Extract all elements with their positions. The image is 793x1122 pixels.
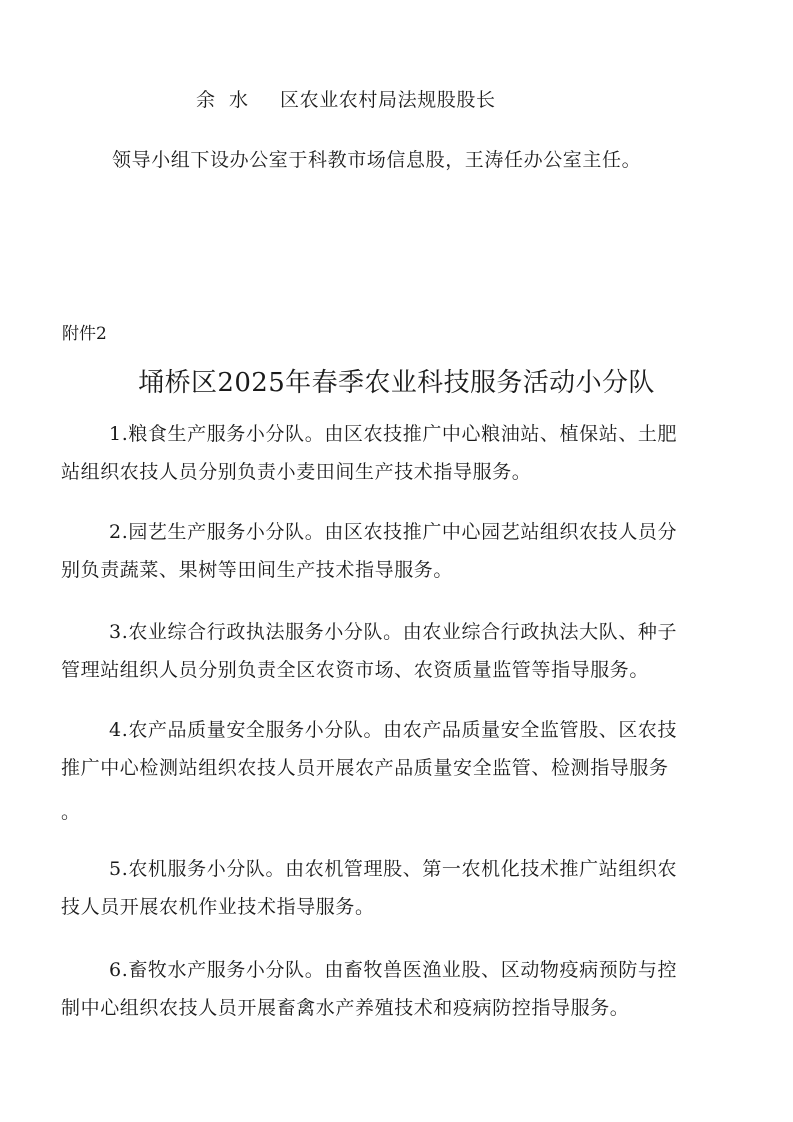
team-item-4-line-1: 4.农产品质量安全服务小分队。由农产品质量安全监管股、区农技 xyxy=(109,719,678,741)
team-item-3-line-2: 管理站组织人员分别负责全区农资市场、农资质量监管等指导服务。 xyxy=(61,659,650,681)
group-member-line xyxy=(196,89,496,111)
member-name-char-2: 水 xyxy=(229,89,249,111)
team-item-6-line-2: 制中心组织农技人员开展畜禽水产养殖技术和疫病防控指导服务。 xyxy=(61,997,630,1019)
team-item-3-line-1: 3.农业综合行政执法服务小分队。由农业综合行政执法大队、种子 xyxy=(109,621,678,643)
team-item-2-line-2: 别负责蔬菜、果树等田间生产技术指导服务。 xyxy=(61,559,454,581)
member-title: 区农业农村局法规股股长 xyxy=(280,89,496,111)
attachment-label: 附件2 xyxy=(62,324,107,344)
member-name-char-1: 余 xyxy=(196,89,216,111)
office-line: 领导小组下设办公室于科教市场信息股，王涛任办公室主任。 xyxy=(112,149,642,171)
team-item-6-line-1: 6.畜牧水产服务小分队。由畜牧兽医渔业股、区动物疫病预防与控 xyxy=(109,959,678,981)
team-item-2-line-1: 2.园艺生产服务小分队。由区农技推广中心园艺站组织农技人员分 xyxy=(109,521,678,543)
team-item-4-line-2: 推广中心检测站组织农技人员开展农产品质量安全监管、检测指导服务 xyxy=(61,757,669,779)
team-item-1-line-1: 1.粮食生产服务小分队。由区农技推广中心粮油站、植保站、土肥 xyxy=(109,423,678,445)
team-item-1-line-2: 站组织农技人员分别负责小麦田间生产技术指导服务。 xyxy=(61,461,532,483)
team-item-5-line-2: 技人员开展农机作业技术指导服务。 xyxy=(61,896,375,918)
member-name xyxy=(196,89,280,111)
team-item-4-line-3: 。 xyxy=(61,801,81,823)
document-title: 埇桥区2025年春季农业科技服务活动小分队 xyxy=(138,368,655,398)
team-item-5-line-1: 5.农机服务小分队。由农机管理股、第一农机化技术推广站组织农 xyxy=(109,858,678,880)
